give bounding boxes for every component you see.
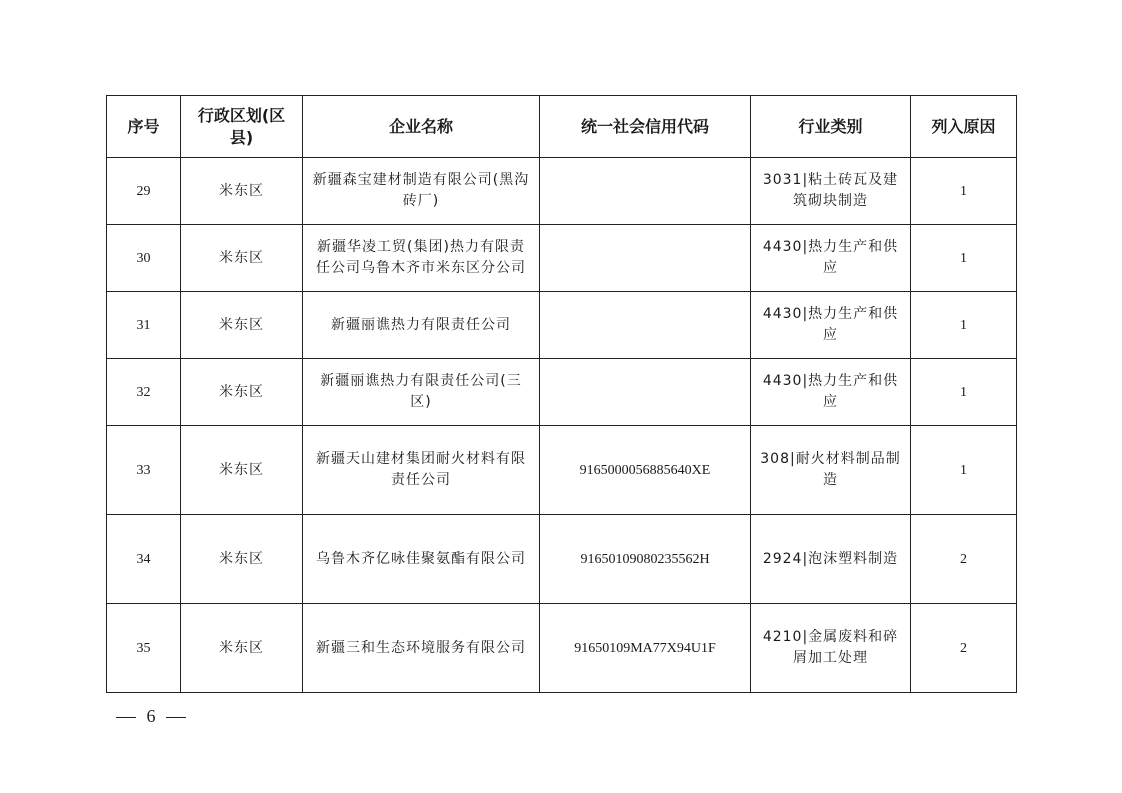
cell-serial: 34 bbox=[107, 515, 181, 604]
table-row bbox=[107, 359, 1017, 426]
cell-company-name: 新疆天山建材集团耐火材料有限责任公司 bbox=[303, 426, 540, 515]
cell-industry: 4430|热力生产和供应 bbox=[751, 292, 911, 359]
cell-district: 米东区 bbox=[181, 426, 303, 515]
table-row bbox=[107, 604, 1017, 693]
cell-industry: 2924|泡沫塑料制造 bbox=[751, 515, 911, 604]
cell-company-name: 乌鲁木齐亿咏佳聚氨酯有限公司 bbox=[303, 515, 540, 604]
cell-credit-code: 91650109080235562H bbox=[540, 515, 751, 604]
cell-company-name: 新疆丽谯热力有限责任公司(三区) bbox=[303, 359, 540, 426]
page-number: 6 bbox=[146, 706, 156, 726]
header-serial: 序号 bbox=[107, 96, 181, 158]
cell-district: 米东区 bbox=[181, 225, 303, 292]
cell-credit-code bbox=[540, 359, 751, 426]
cell-company-name: 新疆森宝建材制造有限公司(黑沟砖厂) bbox=[303, 158, 540, 225]
table-row bbox=[107, 515, 1017, 604]
cell-reason: 1 bbox=[911, 359, 1017, 426]
header-reason: 列入原因 bbox=[911, 96, 1017, 158]
cell-credit-code: 9165000056885640XE bbox=[540, 426, 751, 515]
cell-serial: 33 bbox=[107, 426, 181, 515]
cell-industry: 4210|金属废料和碎屑加工处理 bbox=[751, 604, 911, 693]
cell-industry: 4430|热力生产和供应 bbox=[751, 359, 911, 426]
cell-credit-code bbox=[540, 158, 751, 225]
footer-dash-left bbox=[116, 717, 136, 718]
cell-industry: 4430|热力生产和供应 bbox=[751, 225, 911, 292]
cell-serial: 29 bbox=[107, 158, 181, 225]
table-row bbox=[107, 225, 1017, 292]
cell-company-name: 新疆华凌工贸(集团)热力有限责任公司乌鲁木齐市米东区分公司 bbox=[303, 225, 540, 292]
cell-reason: 1 bbox=[911, 158, 1017, 225]
table-row bbox=[107, 158, 1017, 225]
cell-district: 米东区 bbox=[181, 515, 303, 604]
table-header-row bbox=[107, 96, 1017, 158]
cell-industry: 3031|粘土砖瓦及建筑砌块制造 bbox=[751, 158, 911, 225]
header-industry: 行业类别 bbox=[751, 96, 911, 158]
footer-dash-right bbox=[166, 717, 186, 718]
cell-reason: 2 bbox=[911, 604, 1017, 693]
cell-credit-code bbox=[540, 225, 751, 292]
header-credit-code: 统一社会信用代码 bbox=[540, 96, 751, 158]
cell-credit-code: 91650109MA77X94U1F bbox=[540, 604, 751, 693]
cell-serial: 30 bbox=[107, 225, 181, 292]
cell-industry: 308|耐火材料制品制造 bbox=[751, 426, 911, 515]
cell-district: 米东区 bbox=[181, 359, 303, 426]
cell-company-name: 新疆三和生态环境服务有限公司 bbox=[303, 604, 540, 693]
header-district: 行政区划(区县) bbox=[181, 96, 303, 158]
table-row bbox=[107, 426, 1017, 515]
enterprise-table bbox=[106, 95, 1017, 693]
cell-serial: 32 bbox=[107, 359, 181, 426]
cell-district: 米东区 bbox=[181, 292, 303, 359]
cell-district: 米东区 bbox=[181, 158, 303, 225]
cell-serial: 35 bbox=[107, 604, 181, 693]
cell-reason: 1 bbox=[911, 426, 1017, 515]
table-row bbox=[107, 292, 1017, 359]
cell-reason: 1 bbox=[911, 292, 1017, 359]
cell-company-name: 新疆丽谯热力有限责任公司 bbox=[303, 292, 540, 359]
header-company-name: 企业名称 bbox=[303, 96, 540, 158]
cell-reason: 1 bbox=[911, 225, 1017, 292]
cell-credit-code bbox=[540, 292, 751, 359]
cell-serial: 31 bbox=[107, 292, 181, 359]
cell-reason: 2 bbox=[911, 515, 1017, 604]
cell-district: 米东区 bbox=[181, 604, 303, 693]
page-footer bbox=[110, 706, 192, 727]
